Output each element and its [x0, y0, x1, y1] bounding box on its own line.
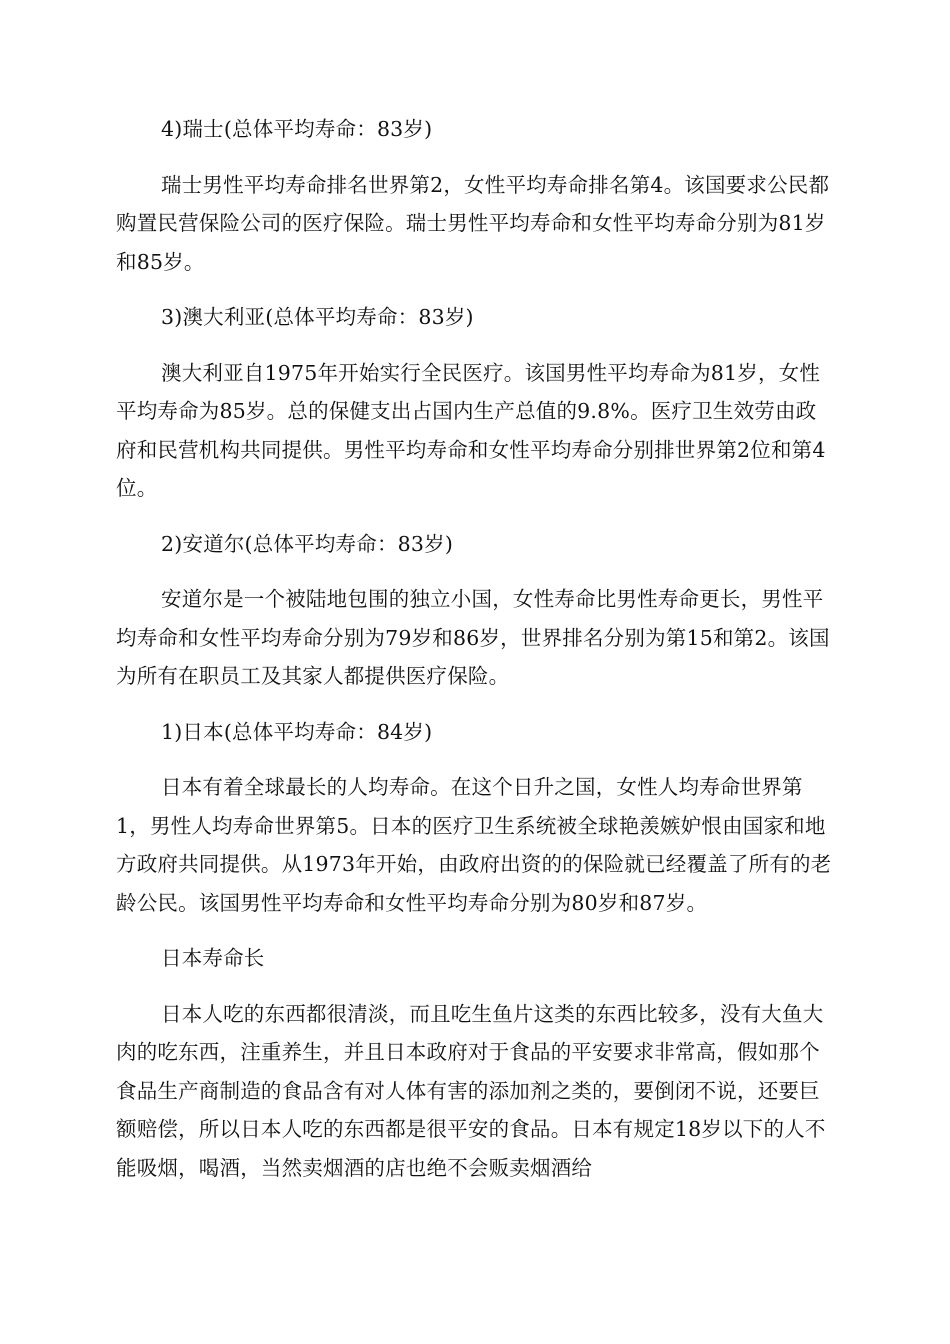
section-heading-japan-longevity: 日本寿命长 — [161, 946, 265, 970]
section-body-switzerland: 瑞士男性平均寿命排名世界第2，女性平均寿命排名第4。该国要求公民都购置民营保险公司的医疗保险。瑞士男性平均寿命和女性平均寿命分别为81岁和85岁。 — [116, 172, 830, 274]
section-body-andorra: 安道尔是一个被陆地包围的独立小国，女性寿命比男性寿命更长，男性平均寿命和女性平均寿命分别为79岁和86岁，世界排名分别为第15和第2。该国为所有在职员工及其家人都提供医疗保险。 — [116, 587, 830, 688]
section-body-japan: 日本有着全球最长的人均寿命。在这个日升之国，女性人均寿命世界第1，男性人均寿命世界第5。日本的医疗卫生系统被全球艳羡嫉妒恨由国家和地方政府共同提供。从1973年开始，由政府出资的的保险就已经覆盖了所有的老龄公民。该国男性平均寿命和女性平均寿命分别为80岁和87岁。 — [116, 775, 832, 915]
section-heading-andorra: 2)安道尔(总体平均寿命：83岁) — [161, 531, 454, 556]
section-body-japan-longevity: 日本人吃的东西都很清淡，而且吃生鱼片这类的东西比较多，没有大鱼大肉的吃东西，注重养生，并且日本政府对于食品的平安要求非常高，假如那个食品生产商制造的食品含有对人体有害的添加剂之类的，要倒闭不说，还要巨额赔偿，所以日本人吃的东西都是很平安的食品。日本有规定18岁以下的人不能吸烟，喝酒，当然卖烟酒的店也绝不会贩卖烟酒给 — [116, 1001, 826, 1180]
section-heading-australia: 3)澳大利亚(总体平均寿命：83岁) — [161, 305, 474, 329]
section-heading-switzerland: 4)瑞士(总体平均寿命：83岁) — [161, 117, 433, 141]
section-body-australia: 澳大利亚自1975年开始实行全民医疗。该国男性平均寿命为81岁，女性平均寿命为85岁。总的保健支出占国内生产总值的9.8%。医疗卫生效劳由政府和民营机构共同提供。男性平均寿命和女性平均寿命分别排世界第2位和第4位。 — [116, 360, 826, 500]
document-page — [116, 110, 836, 1204]
section-heading-japan: 1)日本(总体平均寿命：84岁) — [161, 719, 433, 744]
